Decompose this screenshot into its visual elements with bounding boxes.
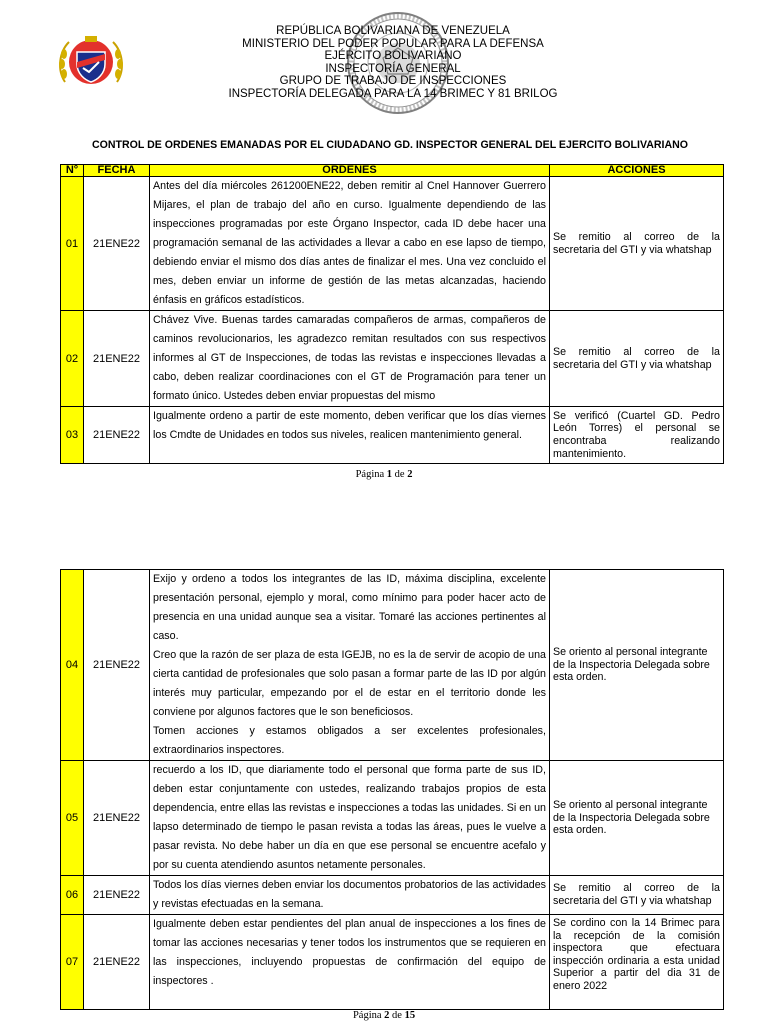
page-current: 2 <box>384 1010 390 1021</box>
row-date: 21ENE22 <box>84 570 150 761</box>
letterhead <box>150 25 636 101</box>
header-orders: ORDENES <box>150 165 550 177</box>
document-title: CONTROL DE ORDENES EMANADAS POR EL CIUDADANO GD. INSPECTOR GENERAL DEL EJERCITO BOLIVARIANO <box>91 139 689 151</box>
row-number: 02 <box>61 311 84 407</box>
row-order: recuerdo a los ID, que diariamente todo el personal que forma parte de sus ID, deben estar conjuntamente con ustedes, realizando trabajos propios de esta dependencia, entre ellas las revistas e inspecciones a todas las unidades. Si en un lapso determinado de tiempo le pasan revista a todas las áreas, pues le vuelve a pasar revista. No debe haber un día en que ese personal se encuentre acefalo y por su cuenta atendiendo asuntos netamente personales. <box>150 761 550 876</box>
row-order: Igualmente ordeno a partir de este momento, deben verificar que los días viernes los Cmdte de Unidades en todos sus niveles, realicen mantenimiento general. <box>150 407 550 464</box>
row-number: 07 <box>61 915 84 1010</box>
order-paragraph: Tomen acciones y estamos obligados a ser excelentes profesionales, extraordinarios inspectores. <box>153 725 546 756</box>
table-row <box>61 177 724 311</box>
letterhead-line: MINISTERIO DEL PODER POPULAR PARA LA DEFENSA <box>242 37 544 50</box>
row-action: Se oriento al personal integrante de la Inspectoria Delegada sobre esta orden. <box>550 761 724 876</box>
table-row <box>61 876 724 915</box>
row-action: Se remitio al correo de la secretaria del GTI y via whatshap <box>550 177 724 311</box>
row-date: 21ENE22 <box>84 876 150 915</box>
row-order: Chávez Vive. Buenas tardes camaradas compañeros de armas, compañeros de caminos revolucionarios, les agradezco remitan resultados con sus respectivos informes al GT de Inspecciones, de todas las revistas e inspecciones llevadas a cabo, deben realizar coordinaciones con el GT de Programación para tener un formato único. Ustedes deben enviar propuestas del mismo <box>150 311 550 407</box>
row-number: 01 <box>61 177 84 311</box>
row-order <box>150 570 550 761</box>
page-of: de <box>394 469 405 480</box>
letterhead-line: GRUPO DE TRABAJO DE INSPECCIONES <box>279 75 507 88</box>
row-action: Se oriento al personal integrante de la Inspectoria Delegada sobre esta orden. <box>550 570 724 761</box>
letterhead-line: REPÚBLICA BOLIVARIANA DE VENEZUELA <box>276 25 510 37</box>
order-paragraph: Exijo y ordeno a todos los integrantes de las ID, máxima disciplina, excelente presentación personal, ejemplo y moral, como mínimo para poder hacer acto de presencia en una unidad aunque sea a visitar. Tomaré las acciones pertinentes al caso. <box>153 573 546 642</box>
army-emblem-logo <box>55 32 127 92</box>
page-number-footer <box>0 469 768 480</box>
row-date: 21ENE22 <box>84 311 150 407</box>
row-number: 05 <box>61 761 84 876</box>
row-date: 21ENE22 <box>84 407 150 464</box>
letterhead-line: INSPECTORÍA GENERAL <box>325 62 461 75</box>
row-action: Se remitio al correo de la secretaria del GTI y via whatshap <box>550 876 724 915</box>
orders-table-page-2 <box>60 569 724 1010</box>
page-total: 2 <box>407 469 413 480</box>
row-order: Igualmente deben estar pendientes del plan anual de inspecciones a los fines de tomar las acciones necesarias y tener todos los instrumentos que se requieren en las inspecciones, incluyendo propuestas de confirmación del equipo de inspectores . <box>150 915 550 1010</box>
table-row <box>61 311 724 407</box>
row-number: 03 <box>61 407 84 464</box>
row-action: Se cordino con la 14 Brimec para la recepción de la comisión inspectora que efectuara inspección ordinaria a esta unidad Superior a partir del dia 31 de enero 2022 <box>550 915 724 1010</box>
row-order: Antes del día miércoles 261200ENE22, deben remitir al Cnel Hannover Guerrero Mijares, el plan de trabajo del año en curso. Igualmente dependiendo de las inspecciones programadas por este Órgano Inspector, cada ID debe hacer una programación semanal de las actividades a llevar a cabo en ese lapso de tiempo, debiendo enviar el mismo dos días antes de finalizar el mes. Una vez concluido el mes, deben enviar un informe de gestión de las metas alcanzadas, haciendo énfasis en gráficos estadísticos. <box>150 177 550 311</box>
table-row <box>61 407 724 464</box>
table-row <box>61 761 724 876</box>
page-word: Página <box>355 469 385 480</box>
orders-table-page-1 <box>60 164 724 464</box>
row-date: 21ENE22 <box>84 177 150 311</box>
page-of: de <box>392 1010 402 1021</box>
header-number: N° <box>61 165 84 177</box>
letterhead-line: EJÉRCITO BOLIVARIANO <box>324 50 462 63</box>
page-word: Página <box>352 1010 382 1021</box>
page-number-footer <box>0 1010 768 1021</box>
row-order: Todos los días viernes deben enviar los documentos probatorios de las actividades y revistas efectuadas en la semana. <box>150 876 550 915</box>
table-header-row <box>61 165 724 177</box>
header-actions: ACCIONES <box>550 165 724 177</box>
row-date: 21ENE22 <box>84 761 150 876</box>
page-total: 15 <box>404 1010 416 1021</box>
table-row <box>61 915 724 1010</box>
row-number: 06 <box>61 876 84 915</box>
row-number: 04 <box>61 570 84 761</box>
header-date: FECHA <box>84 165 150 177</box>
row-action: Se remitio al correo de la secretaria del GTI y via whatshap <box>550 311 724 407</box>
row-action: Se verificó (Cuartel GD. Pedro León Torres) el personal se encontraba realizando mantenimiento. <box>550 407 724 464</box>
page-current: 1 <box>386 469 393 480</box>
table-row <box>61 570 724 761</box>
order-paragraph: Creo que la razón de ser plaza de esta IGEJB, no es la de servir de acopio de una cierta cantidad de profesionales que solo pasan a formar parte de las ID por algún interés muy particular, empezando por el de estar en el territorio donde les conviene por algunos factores que le son beneficiosos. <box>153 649 546 718</box>
letterhead-line: INSPECTORÍA DELEGADA PARA LA 14 BRIMEC Y 81 BRILOG <box>228 87 558 100</box>
row-date: 21ENE22 <box>84 915 150 1010</box>
